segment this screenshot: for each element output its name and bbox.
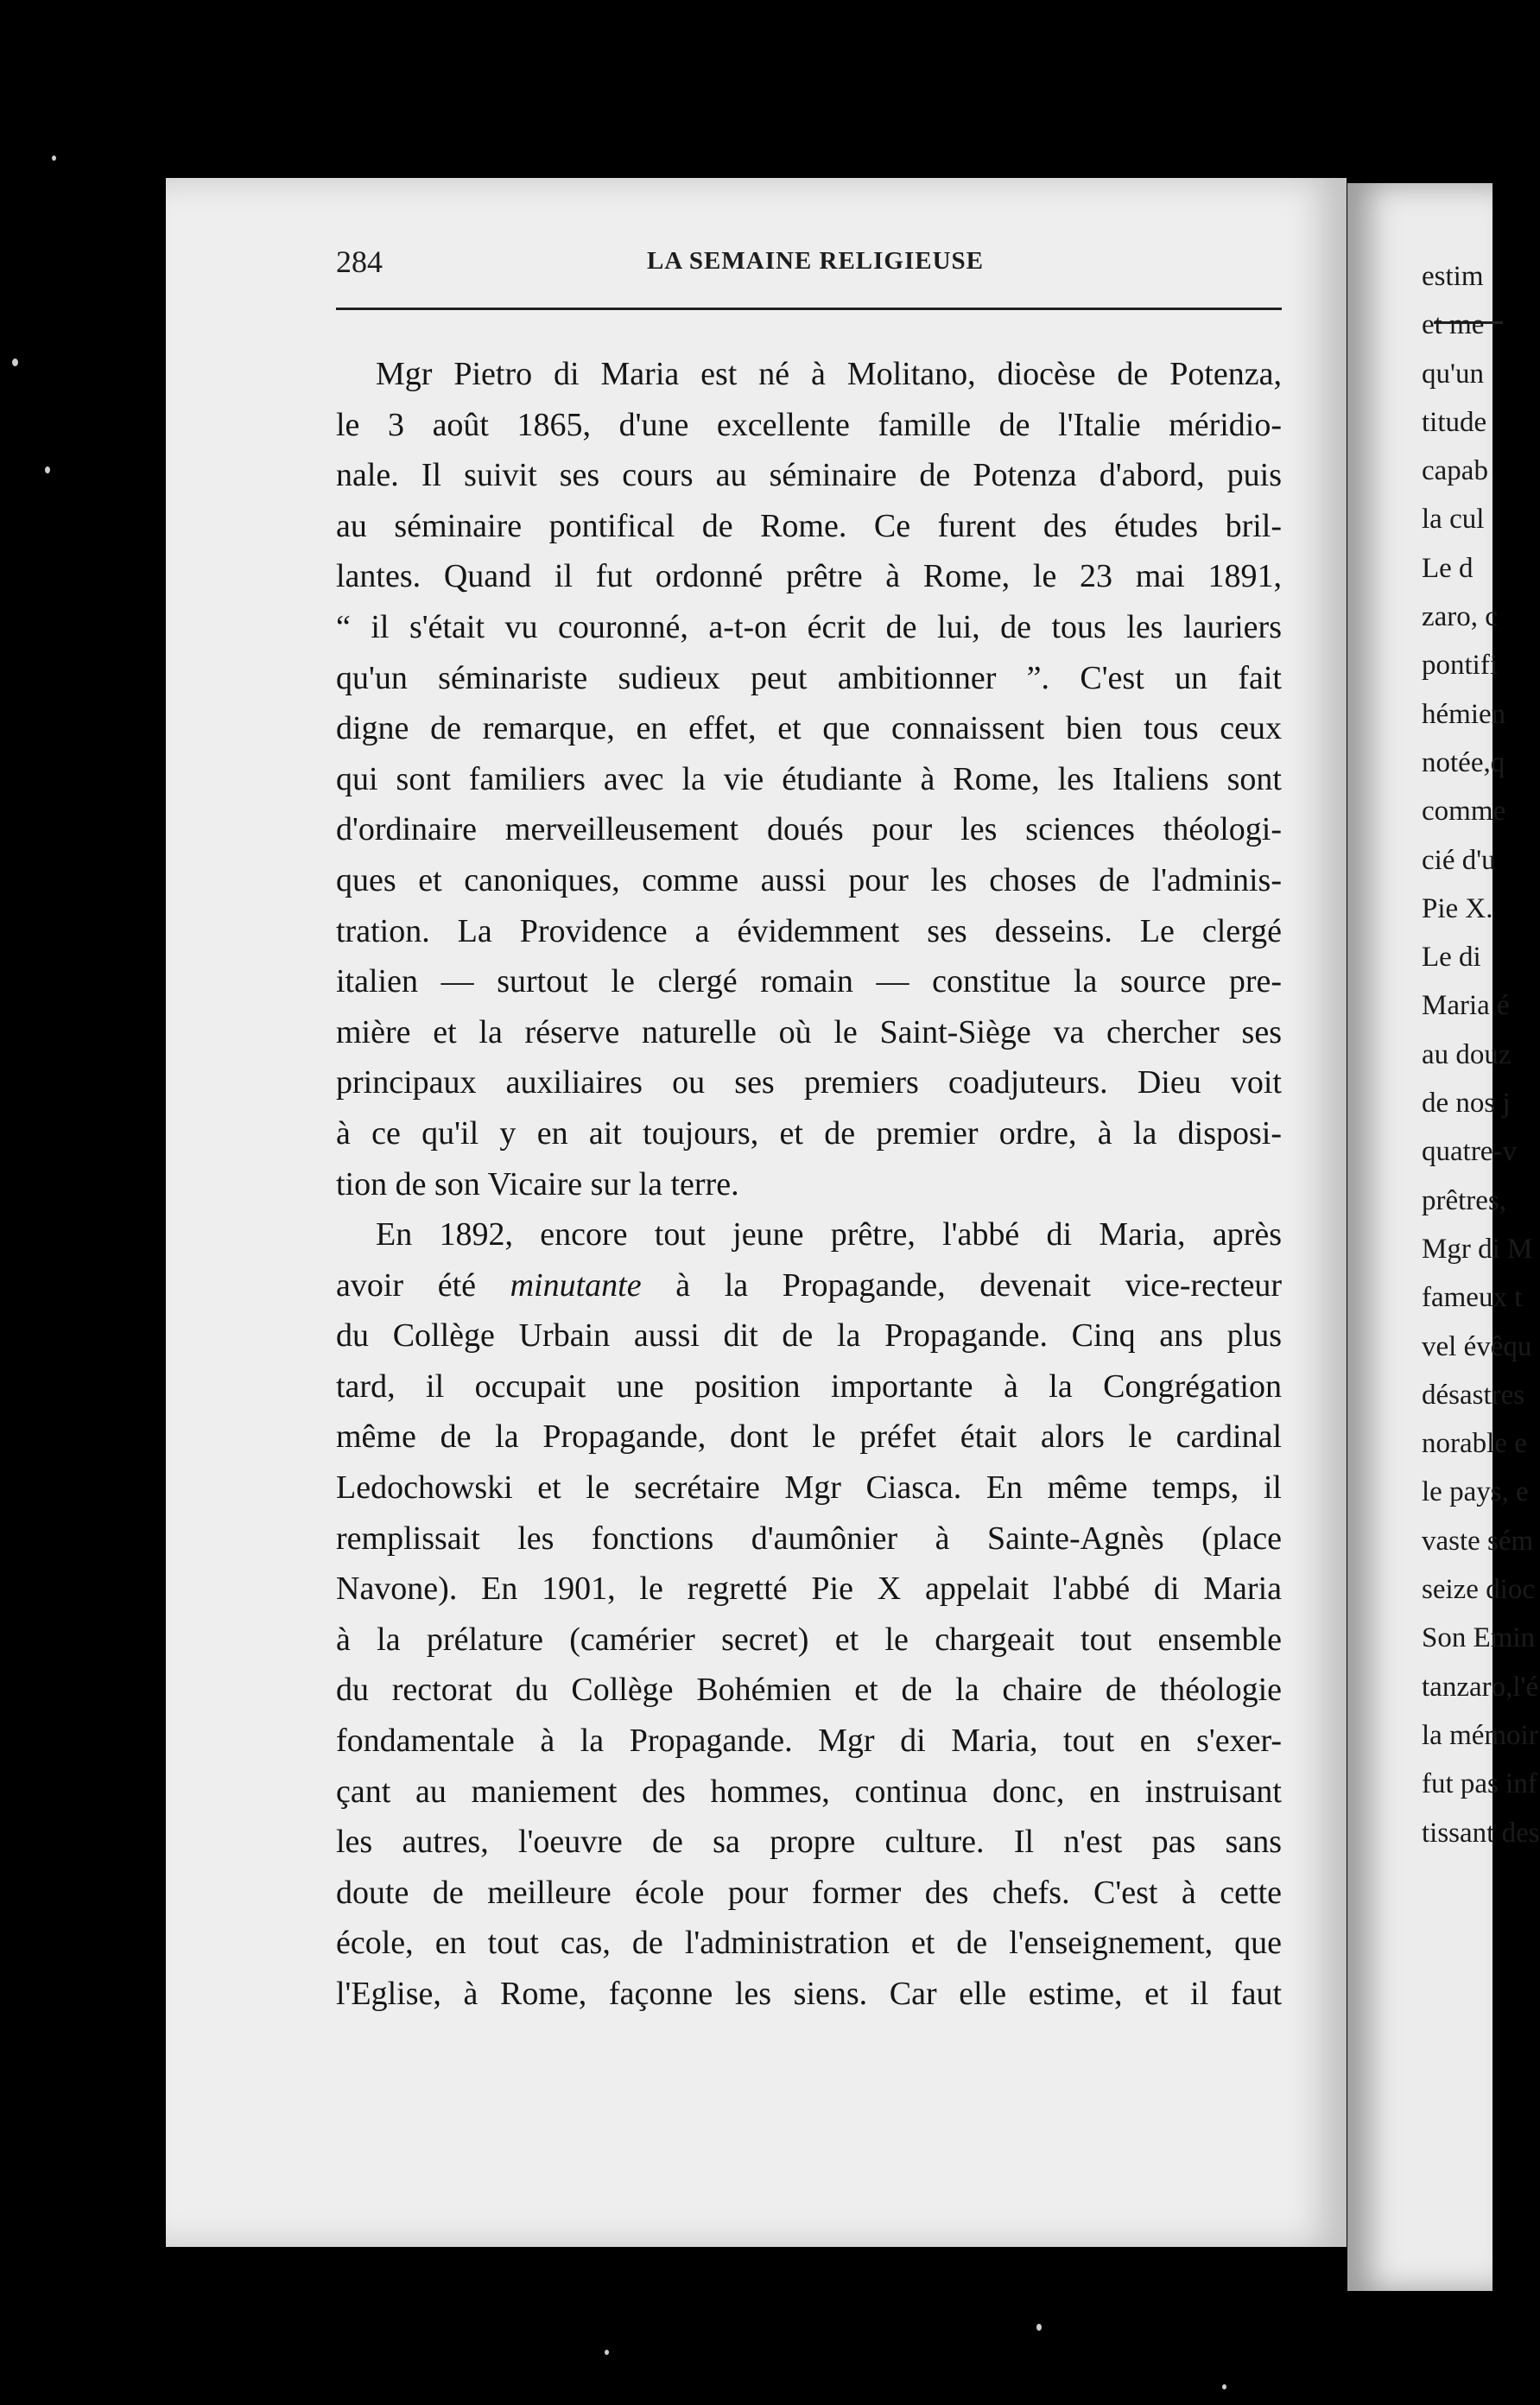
header-rule <box>336 308 1282 310</box>
text-line: même de la Propagande, dont le préfet était alors le cardinal <box>336 1418 1282 1456</box>
running-head: LA SEMAINE RELIGIEUSE <box>646 247 985 275</box>
facing-page-line: la cul <box>1422 504 1485 536</box>
text-line: Mgr Pietro di Maria est né à Molitano, diocèse de Potenza, <box>376 356 1282 392</box>
text-line: du Collège Urbain aussi dit de la Propagande. Cinq ans plus <box>336 1317 1282 1355</box>
paragraph-1 <box>336 349 1282 1209</box>
facing-page-line: Pie X. <box>1422 892 1493 924</box>
facing-page-line: norable e <box>1422 1428 1527 1460</box>
facing-page-line: hémien <box>1422 698 1506 730</box>
facing-page <box>1347 183 1540 2291</box>
facing-page-line: le pays, e <box>1422 1476 1529 1508</box>
facing-page-line: prêtres, <box>1422 1184 1507 1216</box>
text-line: au séminaire pontifical de Rome. Ce furent des études bril- <box>336 507 1282 544</box>
text-line: nale. Il suivit ses cours au séminaire de Potenza d'abord, puis <box>336 457 1282 494</box>
facing-page-line: de nos j <box>1422 1088 1511 1120</box>
scan-speck <box>45 466 50 473</box>
facing-page-line: Le d <box>1422 552 1473 584</box>
text-line: tard, il occupait une position importante à la Congrégation <box>336 1367 1282 1405</box>
text-line: qui sont familiers avec la vie étudiante à Rome, les Italiens sont <box>336 760 1282 797</box>
text-line: qu'un séminariste sudieux peut ambitionner ”. C'est un fait <box>336 659 1282 696</box>
facing-page-line: au douz <box>1422 1038 1511 1070</box>
facing-page-line: Le di <box>1422 942 1481 974</box>
facing-page-line: tanzaro,l'é <box>1422 1671 1539 1703</box>
text-line: école, en tout cas, de l'administration et de l'enseignement, que <box>336 1925 1282 1962</box>
text-line: doute de meilleure école pour former des chefs. C'est à cette <box>336 1874 1282 1911</box>
facing-page-line: désastres <box>1422 1379 1525 1411</box>
facing-page-line: capab <box>1422 455 1488 487</box>
facing-page-line: qu'un <box>1422 358 1484 390</box>
left-page <box>166 178 1347 2247</box>
facing-page-line: cié d'u <box>1422 844 1496 876</box>
text-line: Ledochowski et le secrétaire Mgr Ciasca. En même temps, il <box>336 1469 1282 1507</box>
body-text <box>336 349 1282 2020</box>
text-line: les autres, l'oeuvre de sa propre culture. Il n'est pas sans <box>336 1824 1282 1861</box>
text-line: à ce qu'il y en ait toujours, et de premier ordre, à la disposi- <box>336 1114 1282 1152</box>
text-line: çant au maniement des hommes, continua donc, en instruisant <box>336 1773 1282 1810</box>
text-line: le 3 août 1865, d'une excellente famille de l'Italie méridio- <box>336 406 1282 443</box>
text-line: l'Eglise, à Rome, façonne les siens. Car elle estime, et il faut <box>336 1976 1282 2012</box>
text-line-italic: avoir été minutante à la Propagande, devenait vice-recteur <box>336 1266 1282 1304</box>
text-line: ques et canoniques, comme aussi pour les choses de l'adminis- <box>336 861 1282 898</box>
facing-page-line: quatre-v <box>1422 1136 1517 1168</box>
page-header <box>336 244 1295 295</box>
page-number: 284 <box>336 244 383 279</box>
scan-speck <box>52 155 56 161</box>
text-line: italien — surtout le clergé romain — constitue la source pre- <box>336 963 1282 1000</box>
facing-page-line: comme <box>1422 796 1506 828</box>
scan-speck <box>12 359 18 366</box>
text-line: remplissait les fonctions d'aumônier à Sainte-Agnès (place <box>336 1520 1282 1557</box>
facing-page-line: pontifi <box>1422 650 1498 682</box>
facing-page-line: seize dioc <box>1422 1574 1536 1606</box>
facing-page-line: Maria é <box>1422 990 1510 1022</box>
facing-page-line: vaste sém <box>1422 1525 1534 1557</box>
text-line: principaux auxiliaires ou ses premiers coadjuteurs. Dieu voit <box>336 1064 1282 1101</box>
scan-speck <box>1036 2324 1042 2331</box>
facing-page-line: Mgr di M <box>1422 1233 1533 1265</box>
text-line: tration. La Providence a évidemment ses desseins. Le clergé <box>336 912 1282 949</box>
facing-page-line: et me <box>1422 309 1485 341</box>
facing-page-line: vel évêqu <box>1422 1330 1532 1362</box>
text-line: lantes. Quand il fut ordonné prêtre à Rome, le 23 mai 1891, <box>336 558 1282 595</box>
text-line: digne de remarque, en effet, et que connaissent bien tous ceux <box>336 710 1282 747</box>
facing-page-line: zaro, c <box>1422 601 1498 633</box>
facing-page-line: fameux t <box>1422 1282 1523 1314</box>
scan-speck <box>605 2350 609 2355</box>
scan-speck <box>1222 2384 1226 2389</box>
text-line: fondamentale à la Propagande. Mgr di Maria, tout en s'exer- <box>336 1723 1282 1760</box>
text-line: du rectorat du Collège Bohémien et de la chaire de théologie <box>336 1672 1282 1709</box>
text-line: “ il s'était vu couronné, a-t-on écrit de lui, de tous les lauriers <box>336 608 1282 645</box>
text-line: à la prélature (camérier secret) et le chargeait tout ensemble <box>336 1621 1282 1658</box>
italic-term: minutante <box>510 1266 642 1304</box>
paragraph-2 <box>336 1209 1282 2020</box>
facing-page-line: Son Emin <box>1422 1622 1536 1654</box>
facing-page-line: notée,q <box>1422 746 1505 778</box>
text-line: Navone). En 1901, le regretté Pie X appelait l'abbé di Maria <box>336 1571 1282 1608</box>
facing-page-line: titude <box>1422 406 1487 438</box>
text-line: tion de son Vicaire sur la terre. <box>336 1165 739 1202</box>
text-line: mière et la réserve naturelle où le Saint-Siège va chercher ses <box>336 1013 1282 1050</box>
facing-page-line: la mémoir <box>1422 1719 1538 1751</box>
facing-page-text <box>1422 252 1540 1857</box>
facing-page-line: estim <box>1422 261 1484 292</box>
facing-page-line: fut pas inf <box>1422 1768 1537 1800</box>
facing-page-line: tissant des <box>1422 1817 1540 1849</box>
text-line: d'ordinaire merveilleusement doués pour les sciences théologi- <box>336 811 1282 848</box>
text-line: En 1892, encore tout jeune prêtre, l'abbé di Maria, après <box>376 1216 1282 1253</box>
